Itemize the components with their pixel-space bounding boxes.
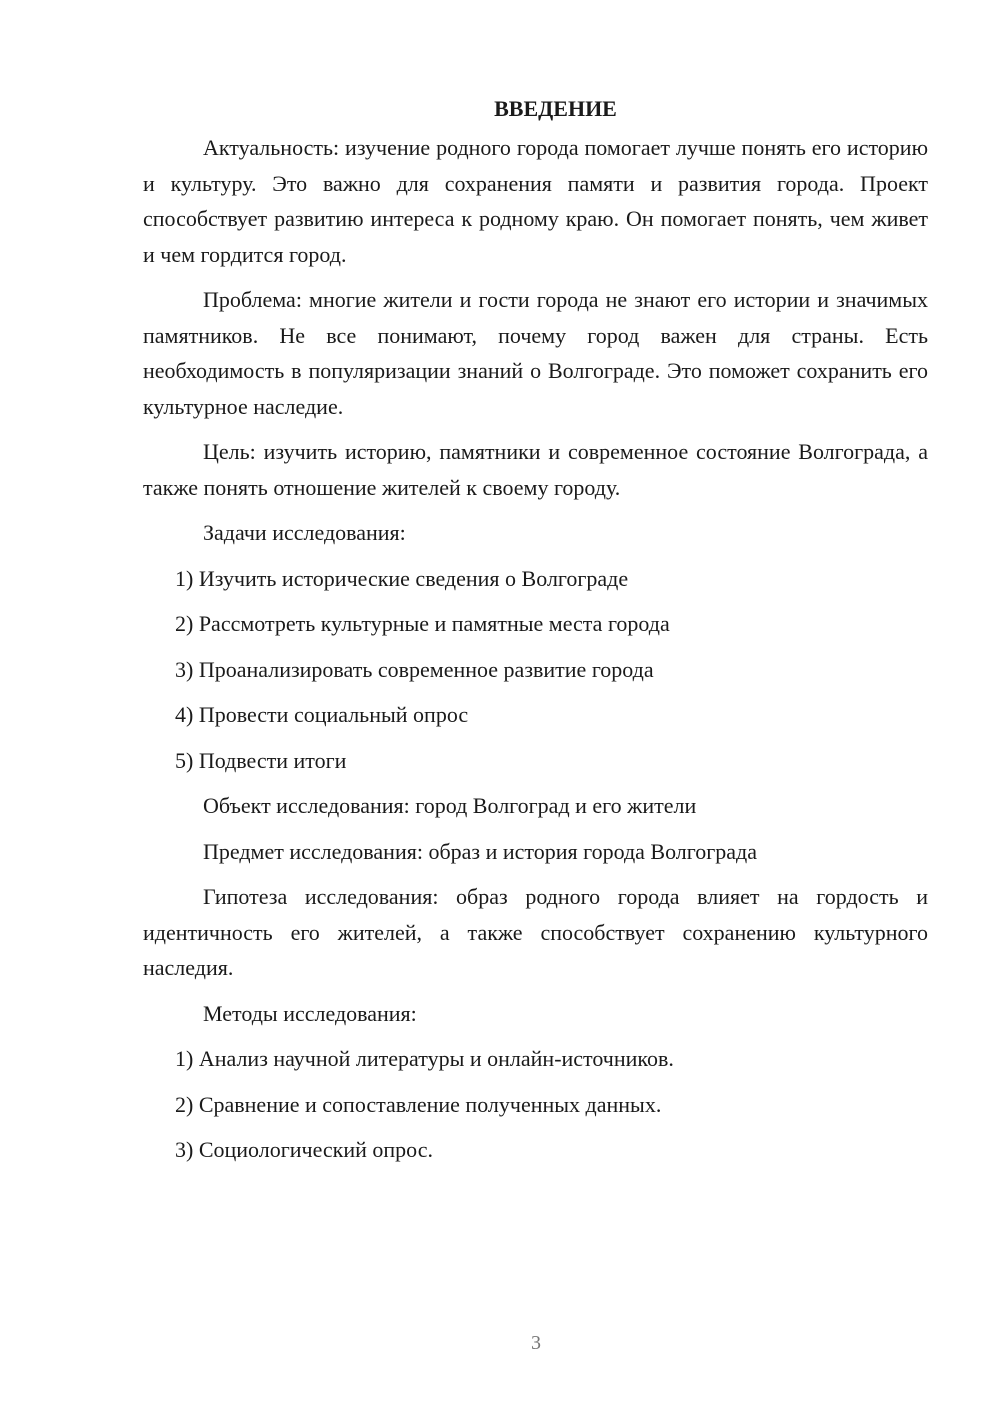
tasks-list: [143, 561, 928, 779]
methods-list: [143, 1041, 928, 1168]
methods-heading: Методы исследования:: [203, 1000, 417, 1026]
relevance-paragraph: Актуальность: изучение родного города помогает лучше понять его историю и культуру. Это важно для сохранения памяти и развития города. Проект способствует развитию интереса к родному краю. Он помогает понять, чем живет и чем гордится город.: [143, 135, 928, 267]
subject-line: Предмет исследования: образ и история города Волгограда: [203, 838, 758, 864]
list-item-task-4: 4) Провести социальный опрос: [175, 702, 469, 727]
page-title: ВВЕДЕНИЕ: [494, 96, 617, 121]
list-item-task-3: 3) Проанализировать современное развитие города: [175, 656, 654, 682]
list-item-task-2: 2) Рассмотреть культурные и памятные места города: [175, 611, 670, 636]
list-item-method-1: 1) Анализ научной литературы и онлайн-источников.: [175, 1046, 674, 1071]
tasks-heading: Задачи исследования:: [203, 520, 406, 545]
goal-paragraph: Цель: изучить историю, памятники и современное состояние Волгограда, а также понять отношение жителей к своему городу.: [143, 439, 928, 500]
list-item-task-5: 5) Подвести итоги: [175, 747, 347, 773]
hypothesis-paragraph: Гипотеза исследования: образ родного города влияет на гордость и идентичность его жителей, а также способствует сохранению культурного наследия.: [143, 884, 928, 980]
list-item-task-1: 1) Изучить исторические сведения о Волгограде: [175, 565, 629, 591]
list-item-method-3: 3) Социологический опрос.: [175, 1137, 433, 1162]
list-item-method-2: 2) Сравнение и сопоставление полученных данных.: [175, 1091, 662, 1117]
problem-paragraph: Проблема: многие жители и гости города не знают его истории и значимых памятников. Не все понимают, почему город важен для страны. Есть необходимость в популяризации знаний о Волгограде. Это поможет сохранить его культурное наследие.: [143, 287, 928, 419]
document-page: [143, 94, 928, 1178]
page-number: 3: [531, 1332, 541, 1354]
object-line: Объект исследования: город Волгоград и его жители: [203, 793, 697, 818]
